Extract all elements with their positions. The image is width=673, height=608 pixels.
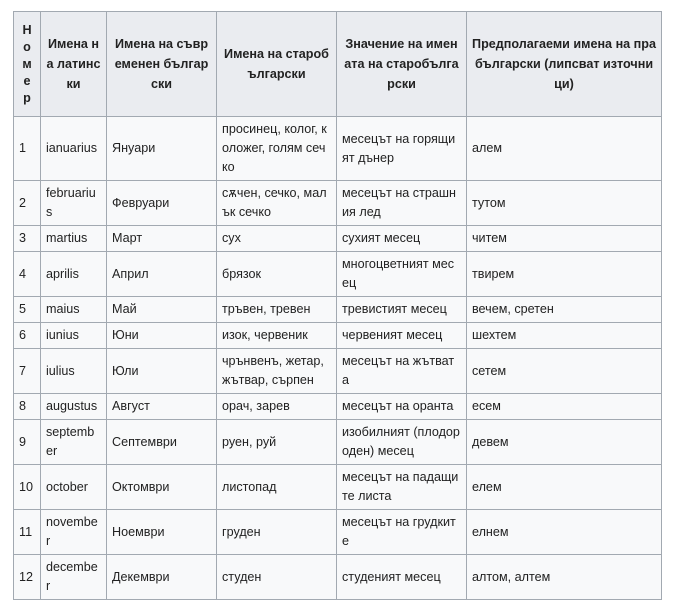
cell-meaning: студеният месец (337, 555, 467, 600)
cell-old-bulgarian: сух (217, 226, 337, 252)
cell-proto-bulgarian: есем (467, 394, 662, 420)
table-row (14, 181, 662, 226)
cell-latin: augustus (41, 394, 107, 420)
cell-latin: november (41, 510, 107, 555)
cell-latin: maius (41, 297, 107, 323)
cell-number: 7 (14, 349, 41, 394)
cell-proto-bulgarian: алем (467, 117, 662, 181)
cell-number: 6 (14, 323, 41, 349)
table-row (14, 226, 662, 252)
cell-number: 12 (14, 555, 41, 600)
cell-modern: Ноември (107, 510, 217, 555)
cell-proto-bulgarian: девем (467, 420, 662, 465)
cell-old-bulgarian: брязок (217, 252, 337, 297)
cell-latin: ianuarius (41, 117, 107, 181)
cell-meaning: сухият месец (337, 226, 467, 252)
cell-latin: iulius (41, 349, 107, 394)
cell-old-bulgarian: изок, червеник (217, 323, 337, 349)
cell-meaning: червеният месец (337, 323, 467, 349)
cell-modern: Май (107, 297, 217, 323)
cell-modern: Март (107, 226, 217, 252)
cell-modern: Януари (107, 117, 217, 181)
header-latin: Имена на латински (41, 12, 107, 117)
cell-latin: october (41, 465, 107, 510)
cell-latin: februarius (41, 181, 107, 226)
cell-modern: Юни (107, 323, 217, 349)
cell-meaning: месецът на грудките (337, 510, 467, 555)
cell-latin: september (41, 420, 107, 465)
table-row (14, 420, 662, 465)
cell-meaning: месецът на оранта (337, 394, 467, 420)
months-table (13, 11, 662, 600)
cell-modern: Април (107, 252, 217, 297)
cell-number: 8 (14, 394, 41, 420)
cell-number: 10 (14, 465, 41, 510)
cell-modern: Декември (107, 555, 217, 600)
cell-number: 11 (14, 510, 41, 555)
table-row (14, 349, 662, 394)
cell-modern: Февруари (107, 181, 217, 226)
cell-number: 1 (14, 117, 41, 181)
cell-proto-bulgarian: твирем (467, 252, 662, 297)
cell-old-bulgarian: тръвен, тревен (217, 297, 337, 323)
cell-old-bulgarian: сѫчен, сечко, малък сечко (217, 181, 337, 226)
cell-old-bulgarian: чрънвенъ, жетар, жътвар, сърпен (217, 349, 337, 394)
cell-old-bulgarian: просинец, колог, коложег, голям сечко (217, 117, 337, 181)
cell-latin: iunius (41, 323, 107, 349)
cell-number: 3 (14, 226, 41, 252)
cell-latin: december (41, 555, 107, 600)
cell-meaning: месецът на жътвата (337, 349, 467, 394)
cell-number: 9 (14, 420, 41, 465)
cell-meaning: месецът на горящият дънер (337, 117, 467, 181)
cell-meaning: изобилният (плодороден) месец (337, 420, 467, 465)
cell-old-bulgarian: листопад (217, 465, 337, 510)
cell-latin: martius (41, 226, 107, 252)
cell-proto-bulgarian: сетем (467, 349, 662, 394)
table-row (14, 297, 662, 323)
cell-proto-bulgarian: тутом (467, 181, 662, 226)
cell-proto-bulgarian: алтом, алтем (467, 555, 662, 600)
table-body (14, 117, 662, 600)
cell-proto-bulgarian: вечем, сретен (467, 297, 662, 323)
cell-proto-bulgarian: елем (467, 465, 662, 510)
header-row (14, 12, 662, 117)
cell-meaning: месецът на падащите листа (337, 465, 467, 510)
cell-meaning: месецът на страшния лед (337, 181, 467, 226)
cell-modern: Август (107, 394, 217, 420)
cell-number: 5 (14, 297, 41, 323)
header-modern-bulgarian: Имена на съвременен български (107, 12, 217, 117)
header-number: Н о м е р (14, 12, 41, 117)
header-old-bulgarian: Имена на старобългарски (217, 12, 337, 117)
cell-modern: Септември (107, 420, 217, 465)
cell-modern: Октомври (107, 465, 217, 510)
cell-old-bulgarian: руен, руй (217, 420, 337, 465)
cell-proto-bulgarian: елнем (467, 510, 662, 555)
table-row (14, 555, 662, 600)
cell-meaning: многоцветният месец (337, 252, 467, 297)
cell-proto-bulgarian: читем (467, 226, 662, 252)
cell-number: 4 (14, 252, 41, 297)
cell-meaning: тревистият месец (337, 297, 467, 323)
cell-old-bulgarian: студен (217, 555, 337, 600)
table-row (14, 323, 662, 349)
table-row (14, 394, 662, 420)
cell-old-bulgarian: груден (217, 510, 337, 555)
header-proto-bulgarian: Предполагаеми имена на прабългарски (липсват източници) (467, 12, 662, 117)
header-meaning: Значение на имената на старобългарски (337, 12, 467, 117)
cell-modern: Юли (107, 349, 217, 394)
table-row (14, 117, 662, 181)
cell-old-bulgarian: орач, зарев (217, 394, 337, 420)
cell-latin: aprilis (41, 252, 107, 297)
cell-number: 2 (14, 181, 41, 226)
table-row (14, 252, 662, 297)
table-row (14, 465, 662, 510)
cell-proto-bulgarian: шехтем (467, 323, 662, 349)
table-row (14, 510, 662, 555)
